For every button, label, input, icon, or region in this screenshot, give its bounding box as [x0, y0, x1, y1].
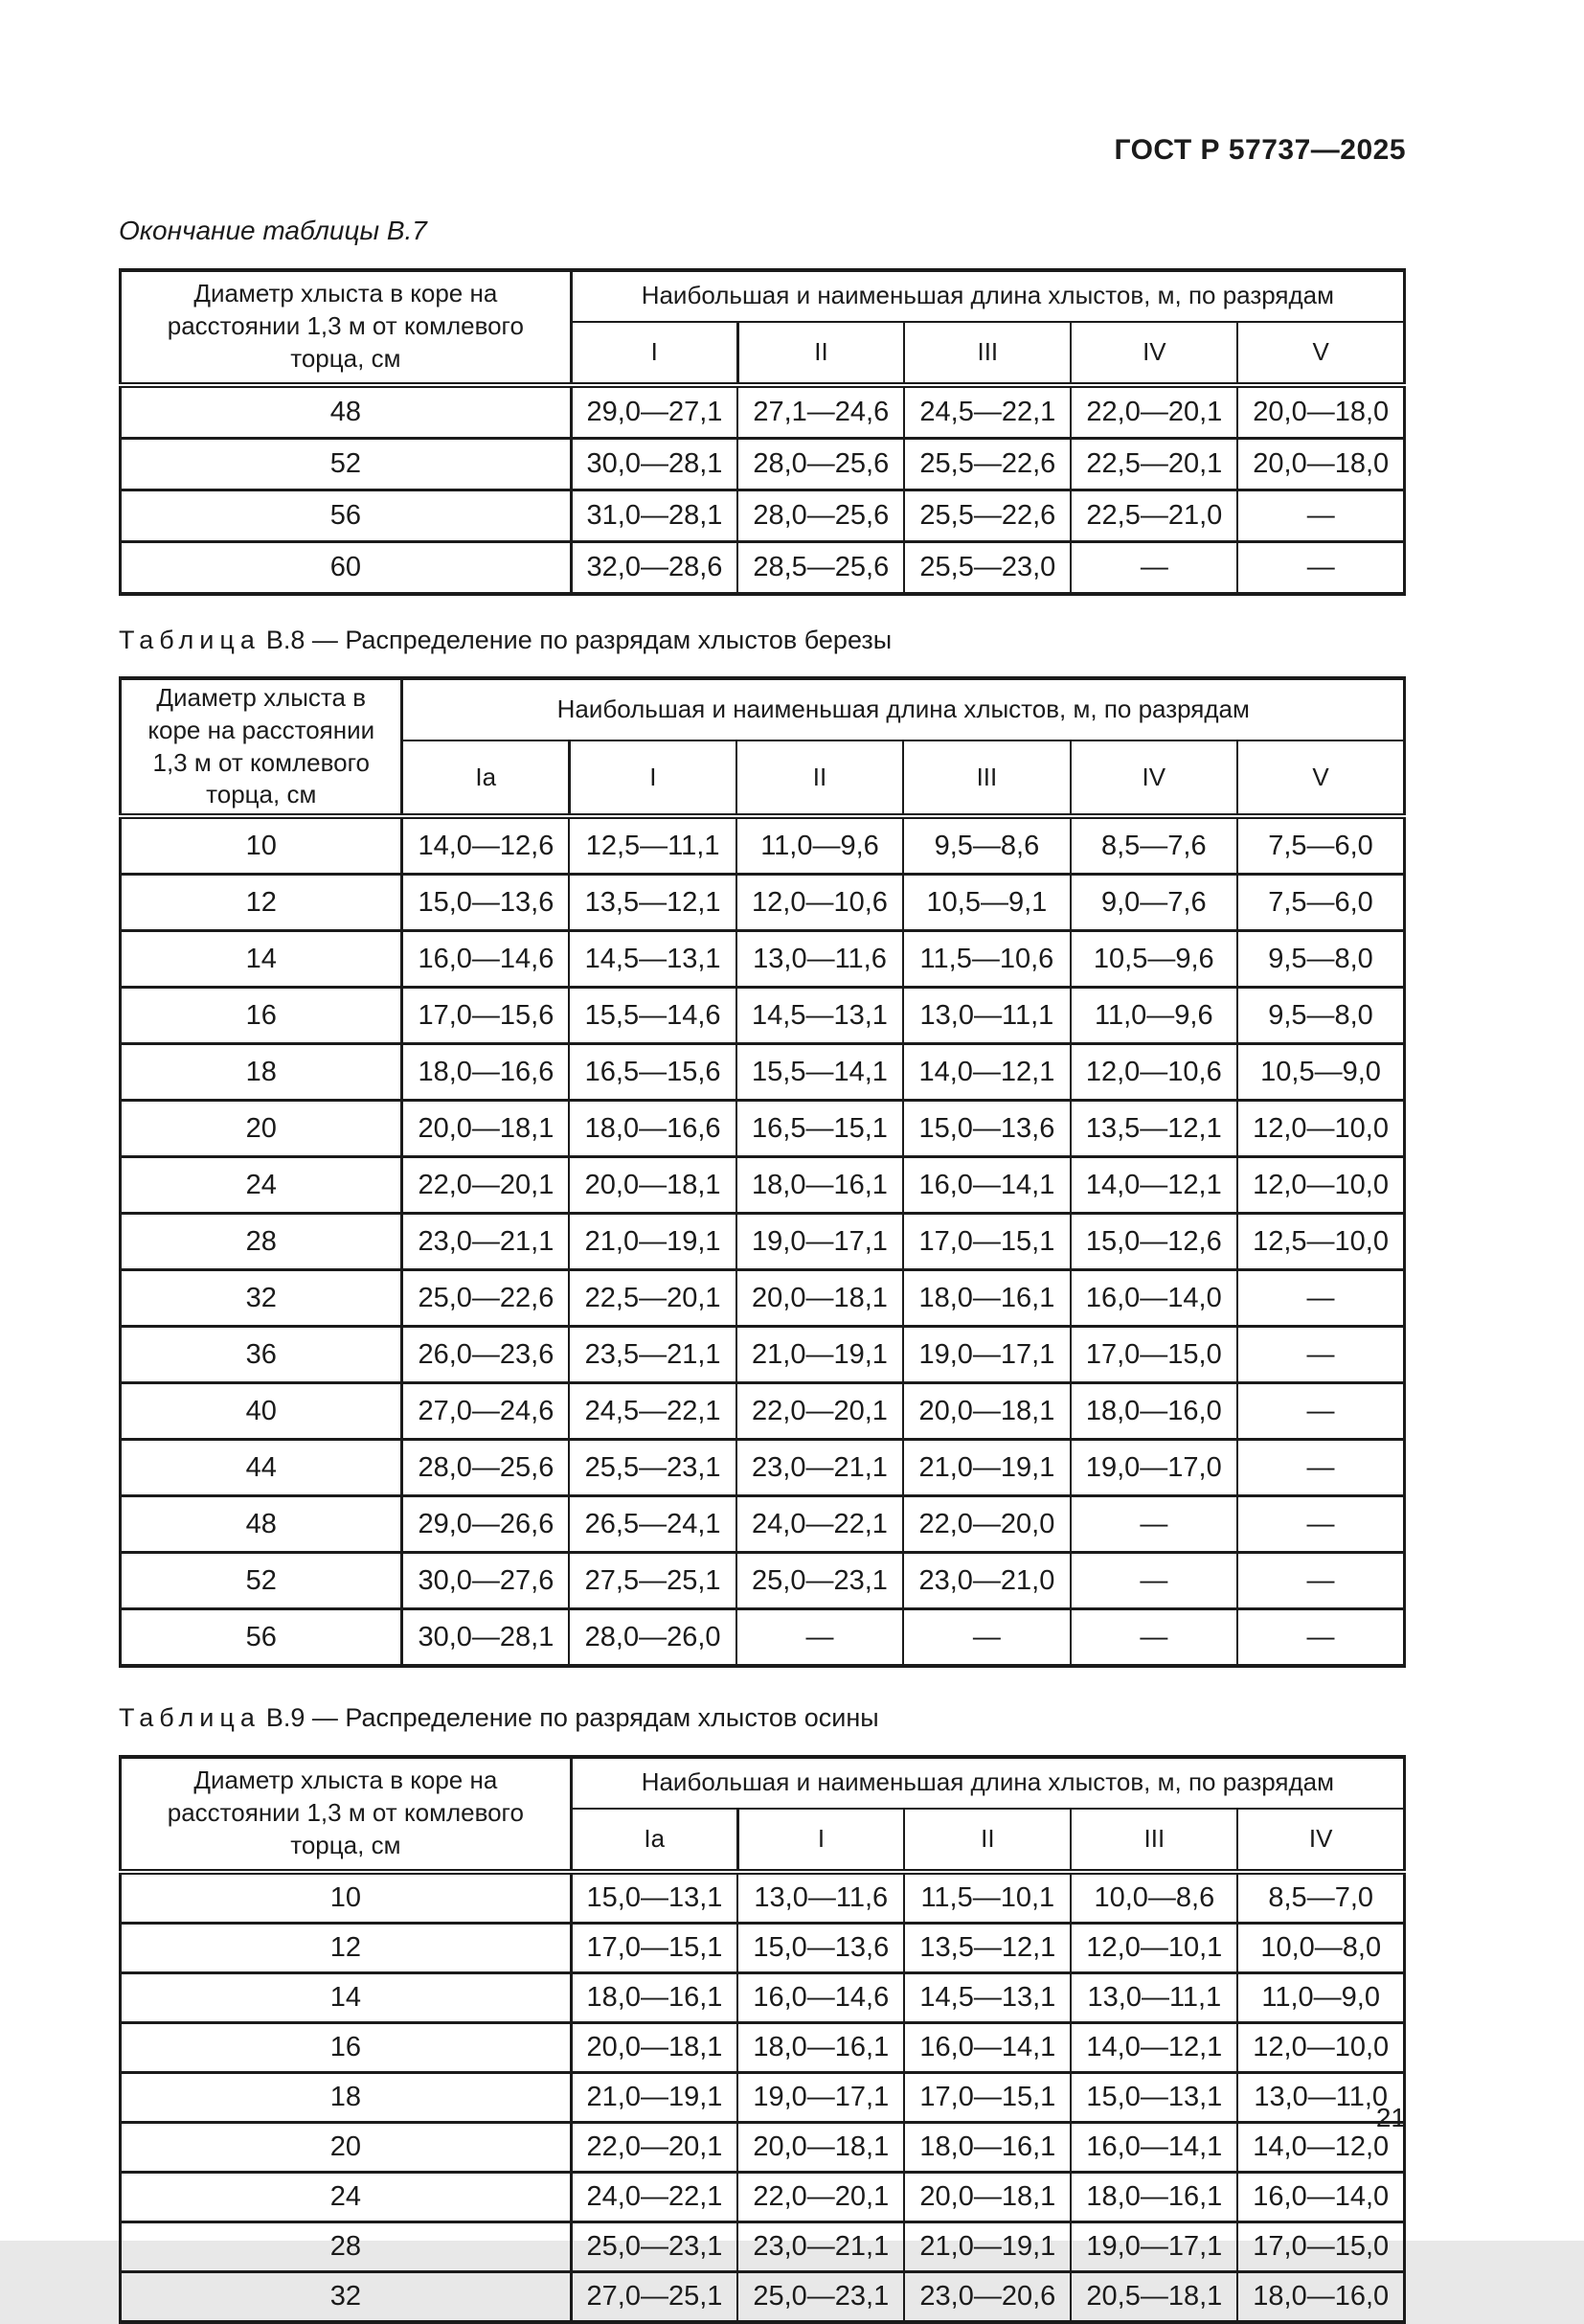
length-range-value: 18,0—16,0 [1071, 1383, 1237, 1440]
table-row [121, 1327, 1405, 1383]
length-range-value: 20,0—18,1 [904, 2172, 1071, 2221]
diameter-value: 24 [121, 2172, 572, 2221]
table-row [121, 1496, 1405, 1553]
table-caption-text: В.8 — Распределение по разрядам хлыстов березы [265, 625, 893, 654]
diameter-value: 24 [121, 1157, 402, 1214]
diameter-value: 48 [121, 1496, 402, 1553]
length-range-value: 12,0—10,0 [1237, 1101, 1404, 1157]
length-range-value: 16,0—14,0 [1071, 1270, 1237, 1327]
length-range-value: 7,5—6,0 [1237, 875, 1404, 931]
length-range-value: 28,0—25,6 [737, 490, 904, 541]
table-b8-caption [119, 625, 1406, 655]
length-range-value: 22,5—20,1 [1071, 438, 1237, 490]
length-range-value: 14,5—13,1 [569, 931, 735, 988]
length-range-value: — [1071, 1553, 1237, 1609]
length-range-value: 11,0—9,0 [1237, 1972, 1404, 2022]
grade-column-header: Iа [402, 740, 569, 816]
table-b8-header [121, 678, 1405, 816]
table-row [121, 2221, 1405, 2271]
diameter-value: 56 [121, 490, 572, 541]
length-range-value: 14,0—12,1 [903, 1044, 1070, 1101]
page-content [119, 0, 1406, 2324]
length-range-value: 15,0—13,6 [903, 1101, 1070, 1157]
grade-column-header: I [737, 1809, 904, 1872]
length-range-value: 24,5—22,1 [904, 385, 1071, 439]
grade-column-header: II [736, 740, 903, 816]
table-b8 [119, 676, 1406, 1668]
length-range-value: 13,0—11,6 [736, 931, 903, 988]
length-range-value: 20,0—18,1 [402, 1101, 569, 1157]
length-range-value: 20,0—18,1 [736, 1270, 903, 1327]
grade-column-header: Iа [571, 1809, 737, 1872]
diameter-value: 18 [121, 2072, 572, 2122]
table-row [121, 988, 1405, 1044]
diameter-value: 40 [121, 1383, 402, 1440]
table-row [121, 2072, 1405, 2122]
page-number: 21 [1375, 2103, 1406, 2132]
length-range-value: — [1237, 1270, 1404, 1327]
length-range-value: 20,0—18,0 [1237, 438, 1404, 490]
table-caption-word: Таблица [119, 1703, 260, 1733]
length-range-value: 22,0—20,1 [1071, 385, 1237, 439]
table-row [121, 931, 1405, 988]
length-range-value: 16,0—14,1 [1071, 2122, 1237, 2172]
length-span-header: Наибольшая и наименьшая длина хлыстов, м, по разрядам [571, 1757, 1404, 1809]
length-range-value: 20,0—18,1 [571, 2022, 737, 2072]
table-b9-body [121, 1872, 1405, 2322]
length-range-value: 27,1—24,6 [737, 385, 904, 439]
table-caption-text: В.9 — Распределение по разрядам хлыстов осины [265, 1703, 879, 1733]
length-range-value: 24,0—22,1 [571, 2172, 737, 2221]
grade-column-header: I [569, 740, 735, 816]
grade-column-header: I [571, 322, 737, 385]
length-range-value: 17,0—15,6 [402, 988, 569, 1044]
length-range-value: 10,5—9,6 [1071, 931, 1237, 988]
length-range-value: 8,5—7,6 [1071, 816, 1237, 875]
length-range-value: 18,0—16,1 [1071, 2172, 1237, 2221]
length-range-value: 19,0—17,1 [1071, 2221, 1237, 2271]
length-range-value: 22,0—20,1 [736, 1383, 903, 1440]
length-range-value: 15,0—13,6 [737, 1923, 904, 1972]
diameter-value: 12 [121, 875, 402, 931]
length-range-value: 23,0—21,1 [736, 1440, 903, 1496]
length-range-value: 24,0—22,1 [736, 1496, 903, 1553]
diameter-value: 20 [121, 2122, 572, 2172]
length-range-value: 15,0—13,1 [1071, 2072, 1237, 2122]
length-range-value: 13,0—11,1 [1071, 1972, 1237, 2022]
length-range-value: 25,0—22,6 [402, 1270, 569, 1327]
length-range-value: 21,0—19,1 [569, 1214, 735, 1270]
length-range-value: 17,0—15,0 [1071, 1327, 1237, 1383]
length-range-value: 21,0—19,1 [903, 1440, 1070, 1496]
length-range-value: 27,0—24,6 [402, 1383, 569, 1440]
length-range-value: 29,0—27,1 [571, 385, 737, 439]
diameter-value: 14 [121, 1972, 572, 2022]
length-range-value: 15,0—13,1 [571, 1872, 737, 1924]
table-row [121, 1044, 1405, 1101]
length-range-value: 30,0—27,6 [402, 1553, 569, 1609]
table-b7-header [121, 270, 1405, 385]
length-range-value: 13,0—11,0 [1237, 2072, 1404, 2122]
length-range-value: 21,0—19,1 [736, 1327, 903, 1383]
document-code: ГОСТ Р 57737—2025 [1114, 134, 1406, 166]
table-row [121, 1214, 1405, 1270]
grade-column-header: III [903, 740, 1070, 816]
table-row [121, 875, 1405, 931]
length-range-value: 9,0—7,6 [1071, 875, 1237, 931]
diameter-value: 36 [121, 1327, 402, 1383]
length-range-value: 20,0—18,1 [737, 2122, 904, 2172]
table-row [121, 1383, 1405, 1440]
diameter-column-header: Диаметр хлыста в коре на расстоянии 1,3 м от комлевого торца, см [121, 270, 572, 385]
length-range-value: 16,0—14,1 [904, 2022, 1071, 2072]
length-range-value: 12,5—10,0 [1237, 1214, 1404, 1270]
diameter-column-header: Диаметр хлыста в коре на расстоянии 1,3 м от комлевого торца, см [121, 678, 402, 816]
table-row [121, 1609, 1405, 1667]
table-b9-caption [119, 1702, 1406, 1733]
grade-column-header: III [1071, 1809, 1237, 1872]
diameter-value: 10 [121, 816, 402, 875]
table-row [121, 1553, 1405, 1609]
table-b7 [119, 268, 1406, 596]
length-range-value: 20,0—18,1 [569, 1157, 735, 1214]
grade-column-header: II [904, 1809, 1071, 1872]
diameter-value: 56 [121, 1609, 402, 1667]
length-range-value: — [1237, 1327, 1404, 1383]
length-range-value: — [1071, 541, 1237, 594]
table-b7-body [121, 385, 1405, 594]
length-range-value: 23,0—20,6 [904, 2271, 1071, 2322]
length-range-value: — [1071, 1496, 1237, 1553]
table-b7-continuation-caption: Окончание таблицы В.7 [119, 216, 427, 245]
diameter-value: 52 [121, 1553, 402, 1609]
length-range-value: 26,5—24,1 [569, 1496, 735, 1553]
length-range-value: 13,5—12,1 [1071, 1101, 1237, 1157]
length-range-value: 10,5—9,0 [1237, 1044, 1404, 1101]
diameter-value: 16 [121, 2022, 572, 2072]
table-row [121, 541, 1405, 594]
diameter-value: 28 [121, 1214, 402, 1270]
length-range-value: 28,0—25,6 [402, 1440, 569, 1496]
table-b8-body [121, 816, 1405, 1666]
length-range-value: 25,5—23,0 [904, 541, 1071, 594]
length-range-value: 19,0—17,1 [737, 2072, 904, 2122]
length-range-value: 13,5—12,1 [904, 1923, 1071, 1972]
table-row [121, 1440, 1405, 1496]
length-range-value: 17,0—15,0 [1237, 2221, 1404, 2271]
table-b9 [119, 1755, 1406, 2324]
length-range-value: 16,0—14,6 [737, 1972, 904, 2022]
length-range-value: 12,0—10,0 [1237, 1157, 1404, 1214]
length-range-value: 15,5—14,6 [569, 988, 735, 1044]
table-row [121, 2122, 1405, 2172]
length-range-value: 12,5—11,1 [569, 816, 735, 875]
length-range-value: 14,0—12,1 [1071, 2022, 1237, 2072]
length-range-value: 25,5—22,6 [904, 490, 1071, 541]
length-range-value: 9,5—8,0 [1237, 988, 1404, 1044]
diameter-column-header: Диаметр хлыста в коре на расстоянии 1,3 м от комлевого торца, см [121, 1757, 572, 1872]
length-range-value: — [1237, 490, 1404, 541]
length-range-value: 18,0—16,0 [1237, 2271, 1404, 2322]
length-range-value: 26,0—23,6 [402, 1327, 569, 1383]
diameter-value: 48 [121, 385, 572, 439]
length-range-value: 23,0—21,1 [402, 1214, 569, 1270]
length-range-value: 18,0—16,1 [904, 2122, 1071, 2172]
length-range-value: 11,5—10,6 [903, 931, 1070, 988]
diameter-value: 32 [121, 2271, 572, 2322]
diameter-value: 18 [121, 1044, 402, 1101]
length-range-value: 23,5—21,1 [569, 1327, 735, 1383]
length-range-value: — [1071, 1609, 1237, 1667]
length-range-value: 10,0—8,0 [1237, 1923, 1404, 1972]
length-range-value: 9,5—8,6 [903, 816, 1070, 875]
diameter-value: 12 [121, 1923, 572, 1972]
table-row [121, 1923, 1405, 1972]
length-range-value: — [903, 1609, 1070, 1667]
length-range-value: 28,0—26,0 [569, 1609, 735, 1667]
length-range-value: 14,5—13,1 [736, 988, 903, 1044]
length-range-value: 18,0—16,1 [903, 1270, 1070, 1327]
length-range-value: 10,0—8,6 [1071, 1872, 1237, 1924]
length-range-value: 23,0—21,0 [903, 1553, 1070, 1609]
length-range-value: 16,0—14,0 [1237, 2172, 1404, 2221]
length-range-value: 25,0—23,1 [571, 2221, 737, 2271]
length-range-value: 23,0—21,1 [737, 2221, 904, 2271]
length-range-value: 21,0—19,1 [571, 2072, 737, 2122]
length-range-value: 12,0—10,6 [1071, 1044, 1237, 1101]
diameter-value: 10 [121, 1872, 572, 1924]
table-row [121, 438, 1405, 490]
table-row [121, 1872, 1405, 1924]
diameter-value: 14 [121, 931, 402, 988]
length-range-value: 25,5—22,6 [904, 438, 1071, 490]
length-range-value: 18,0—16,1 [737, 2022, 904, 2072]
length-range-value: 25,5—23,1 [569, 1440, 735, 1496]
length-range-value: 10,5—9,1 [903, 875, 1070, 931]
length-range-value: 32,0—28,6 [571, 541, 737, 594]
grade-column-header: III [904, 322, 1071, 385]
length-range-value: 28,5—25,6 [737, 541, 904, 594]
length-range-value: 16,5—15,1 [736, 1101, 903, 1157]
length-range-value: 20,5—18,1 [1071, 2271, 1237, 2322]
length-range-value: 16,5—15,6 [569, 1044, 735, 1101]
length-range-value: 14,0—12,6 [402, 816, 569, 875]
length-range-value: 25,0—23,1 [737, 2271, 904, 2322]
table-row [121, 1972, 1405, 2022]
length-range-value: 22,0—20,1 [571, 2122, 737, 2172]
length-range-value: 31,0—28,1 [571, 490, 737, 541]
length-span-header: Наибольшая и наименьшая длина хлыстов, м, по разрядам [402, 678, 1405, 740]
length-range-value: 17,0—15,1 [904, 2072, 1071, 2122]
length-range-value: 14,5—13,1 [904, 1972, 1071, 2022]
length-range-value: 11,5—10,1 [904, 1872, 1071, 1924]
grade-column-header: IV [1237, 1809, 1404, 1872]
table-row [121, 816, 1405, 875]
length-range-value: 27,5—25,1 [569, 1553, 735, 1609]
table-row [121, 490, 1405, 541]
length-range-value: 20,0—18,0 [1237, 385, 1404, 439]
length-range-value: 19,0—17,0 [1071, 1440, 1237, 1496]
table-row [121, 2022, 1405, 2072]
length-range-value: 19,0—17,1 [903, 1327, 1070, 1383]
length-range-value: 27,0—25,1 [571, 2271, 737, 2322]
length-range-value: 20,0—18,1 [903, 1383, 1070, 1440]
table-row [121, 1270, 1405, 1327]
length-range-value: 12,0—10,0 [1237, 2022, 1404, 2072]
length-range-value: — [1237, 541, 1404, 594]
table-row [121, 2271, 1405, 2322]
grade-column-header: V [1237, 322, 1404, 385]
length-range-value: 18,0—16,1 [736, 1157, 903, 1214]
diameter-value: 44 [121, 1440, 402, 1496]
table-row [121, 385, 1405, 439]
length-range-value: — [1237, 1553, 1404, 1609]
diameter-value: 28 [121, 2221, 572, 2271]
table-caption-word: Таблица [119, 625, 260, 654]
length-range-value: 24,5—22,1 [569, 1383, 735, 1440]
length-range-value: 30,0—28,1 [402, 1609, 569, 1667]
length-range-value: 14,0—12,1 [1071, 1157, 1237, 1214]
length-span-header: Наибольшая и наименьшая длина хлыстов, м, по разрядам [571, 270, 1404, 322]
length-range-value: 25,0—23,1 [736, 1553, 903, 1609]
length-range-value: 14,0—12,0 [1237, 2122, 1404, 2172]
length-range-value: 21,0—19,1 [904, 2221, 1071, 2271]
grade-column-header: V [1237, 740, 1404, 816]
length-range-value: 12,0—10,1 [1071, 1923, 1237, 1972]
diameter-value: 52 [121, 438, 572, 490]
length-range-value: 9,5—8,0 [1237, 931, 1404, 988]
length-range-value: 15,5—14,1 [736, 1044, 903, 1101]
length-range-value: 22,0—20,1 [402, 1157, 569, 1214]
length-range-value: — [1237, 1383, 1404, 1440]
length-range-value: 17,0—15,1 [571, 1923, 737, 1972]
length-range-value: 15,0—13,6 [402, 875, 569, 931]
length-range-value: 18,0—16,6 [569, 1101, 735, 1157]
diameter-value: 60 [121, 541, 572, 594]
length-range-value: 16,0—14,1 [903, 1157, 1070, 1214]
length-range-value: 13,0—11,6 [737, 1872, 904, 1924]
length-range-value: 13,5—12,1 [569, 875, 735, 931]
length-range-value: 13,0—11,1 [903, 988, 1070, 1044]
length-range-value: 22,0—20,0 [903, 1496, 1070, 1553]
grade-column-header: II [737, 322, 904, 385]
grade-column-header: IV [1071, 322, 1237, 385]
length-range-value: 22,5—20,1 [569, 1270, 735, 1327]
length-range-value: 11,0—9,6 [736, 816, 903, 875]
diameter-value: 20 [121, 1101, 402, 1157]
length-range-value: 18,0—16,6 [402, 1044, 569, 1101]
length-range-value: 12,0—10,6 [736, 875, 903, 931]
length-range-value: 8,5—7,0 [1237, 1872, 1404, 1924]
table-row [121, 2172, 1405, 2221]
length-range-value: 30,0—28,1 [571, 438, 737, 490]
length-range-value: 22,0—20,1 [737, 2172, 904, 2221]
diameter-value: 32 [121, 1270, 402, 1327]
length-range-value: — [1237, 1609, 1404, 1667]
table-row [121, 1101, 1405, 1157]
length-range-value: 28,0—25,6 [737, 438, 904, 490]
length-range-value: 15,0—12,6 [1071, 1214, 1237, 1270]
length-range-value: 18,0—16,1 [571, 1972, 737, 2022]
length-range-value: — [736, 1609, 903, 1667]
grade-column-header: IV [1071, 740, 1237, 816]
length-range-value: 22,5—21,0 [1071, 490, 1237, 541]
length-range-value: — [1237, 1496, 1404, 1553]
length-range-value: 17,0—15,1 [903, 1214, 1070, 1270]
diameter-value: 16 [121, 988, 402, 1044]
length-range-value: 29,0—26,6 [402, 1496, 569, 1553]
length-range-value: 16,0—14,6 [402, 931, 569, 988]
table-b9-header [121, 1757, 1405, 1872]
length-range-value: 19,0—17,1 [736, 1214, 903, 1270]
length-range-value: 11,0—9,6 [1071, 988, 1237, 1044]
length-range-value: 7,5—6,0 [1237, 816, 1404, 875]
table-row [121, 1157, 1405, 1214]
length-range-value: — [1237, 1440, 1404, 1496]
